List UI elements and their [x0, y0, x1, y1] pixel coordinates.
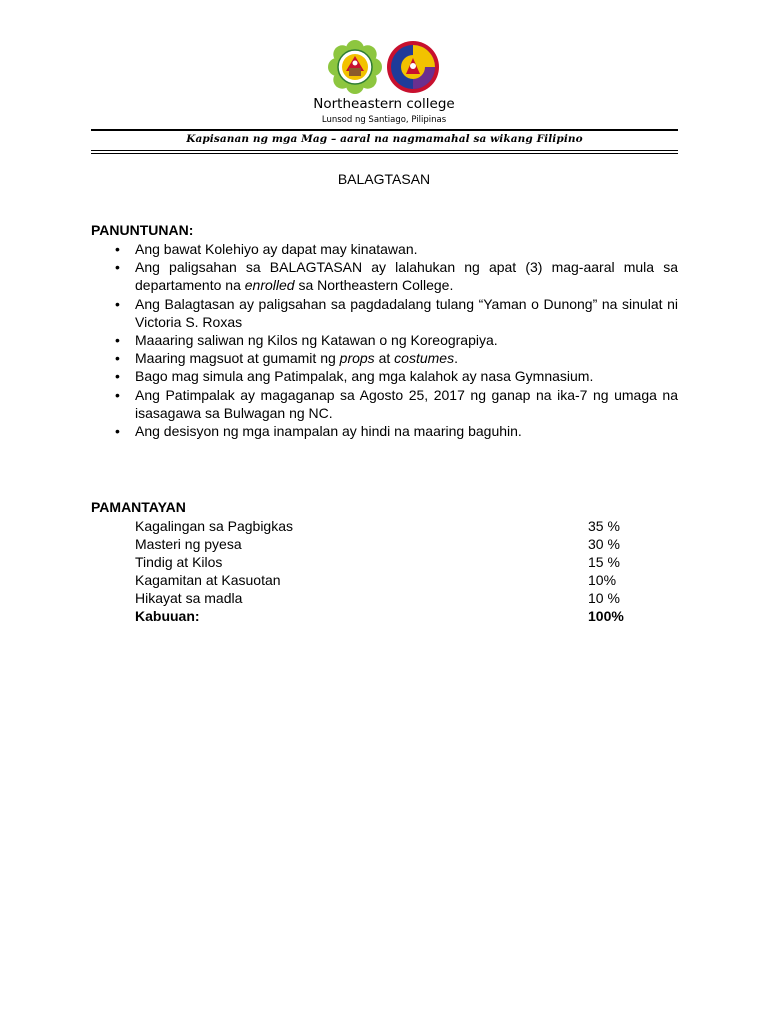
bullet-icon: •	[115, 259, 120, 276]
criteria-total-score: 100%	[588, 608, 624, 624]
college-location: Lunsod ng Santiago, Pilipinas	[321, 115, 447, 125]
rule-text: Ang desisyon ng mga inampalan ay hindi na maaring baguhin.	[135, 423, 522, 440]
rule-item	[91, 386, 678, 422]
rule-item	[91, 331, 678, 349]
bullet-icon: •	[115, 241, 120, 257]
bullet-icon: •	[115, 332, 120, 349]
bullet-icon: •	[115, 368, 120, 385]
logo-row	[0, 40, 768, 94]
rule-item	[91, 422, 678, 440]
criteria-score: 35 %	[588, 518, 620, 534]
criteria-name: Kagalingan sa Pagbigkas	[135, 518, 294, 534]
criteria-row	[135, 553, 635, 571]
criteria-name: Kagamitan at Kasuotan	[135, 572, 281, 588]
rule-text: at	[374, 350, 395, 367]
rule-text: costumes	[394, 350, 455, 367]
bullet-icon: •	[115, 295, 120, 312]
rule-text: Maaring magsuot at gumamit ng	[135, 350, 340, 367]
rule-text: enrolled	[244, 277, 295, 294]
criteria-score: 30 %	[588, 536, 620, 552]
criteria-row	[135, 589, 635, 607]
rule-item	[91, 258, 678, 294]
rule-text: Bago mag simula ang Patimpalak, ang mga kalahok ay nasa Gymnasium.	[135, 368, 594, 385]
criteria-table	[135, 517, 635, 625]
organization-seal-icon	[386, 40, 440, 94]
criteria-name: Masteri ng pyesa	[135, 536, 242, 552]
criteria-row	[135, 535, 635, 553]
document-title: BALAGTASAN	[337, 171, 431, 187]
bullet-icon: •	[115, 423, 120, 440]
criteria-row	[135, 517, 635, 535]
rule-text: props	[339, 350, 375, 367]
bullet-icon: •	[115, 350, 120, 367]
organization-name: Kapisanan ng mga Mag – aaral na nagmamahal sa wikang Filipino	[186, 133, 583, 145]
college-seal-icon	[328, 40, 382, 94]
criteria-total-row	[135, 607, 635, 625]
criteria-row	[135, 571, 635, 589]
rule-text: Ang Patimpalak ay magaganap sa Agosto 25, 2017 ng ganap na ika-7 ng umaga na isasagawa sa Bulwagan ng NC.	[135, 386, 678, 421]
rule-item	[91, 240, 678, 258]
rule-text: Maaaring saliwan ng Kilos ng Katawan o ng Koreograpiya.	[135, 332, 498, 349]
rule-item	[91, 295, 678, 331]
college-name: Northeastern college	[313, 96, 455, 112]
criteria-name: Tindig at Kilos	[135, 554, 223, 570]
rule-item	[91, 349, 678, 367]
criteria-heading: PAMANTAYAN	[91, 499, 186, 515]
rule-text: Ang paligsahan sa BALAGTASAN ay lalahukan ng apat (3) mag-aaral mula sa departamento na	[135, 259, 678, 294]
rule-text: Ang bawat Kolehiyo ay dapat may kinatawan.	[135, 241, 418, 257]
criteria-score: 10%	[588, 572, 617, 588]
rule-item	[91, 367, 678, 385]
bullet-icon: •	[115, 386, 120, 403]
rules-heading: PANUNTUNAN:	[91, 222, 194, 238]
rules-list	[91, 240, 678, 440]
criteria-score: 15 %	[588, 554, 620, 570]
rule-text: .	[454, 350, 458, 367]
rule-text: Ang Balagtasan ay paligsahan sa pagdadalang tulang “Yaman o Dunong” na sinulat ni Victoria S. Roxas	[135, 295, 678, 330]
rule-text: sa Northeastern College.	[294, 277, 454, 294]
criteria-name: Hikayat sa madla	[135, 590, 243, 606]
criteria-score: 10 %	[588, 590, 620, 606]
criteria-total-label: Kabuuan:	[135, 608, 200, 624]
